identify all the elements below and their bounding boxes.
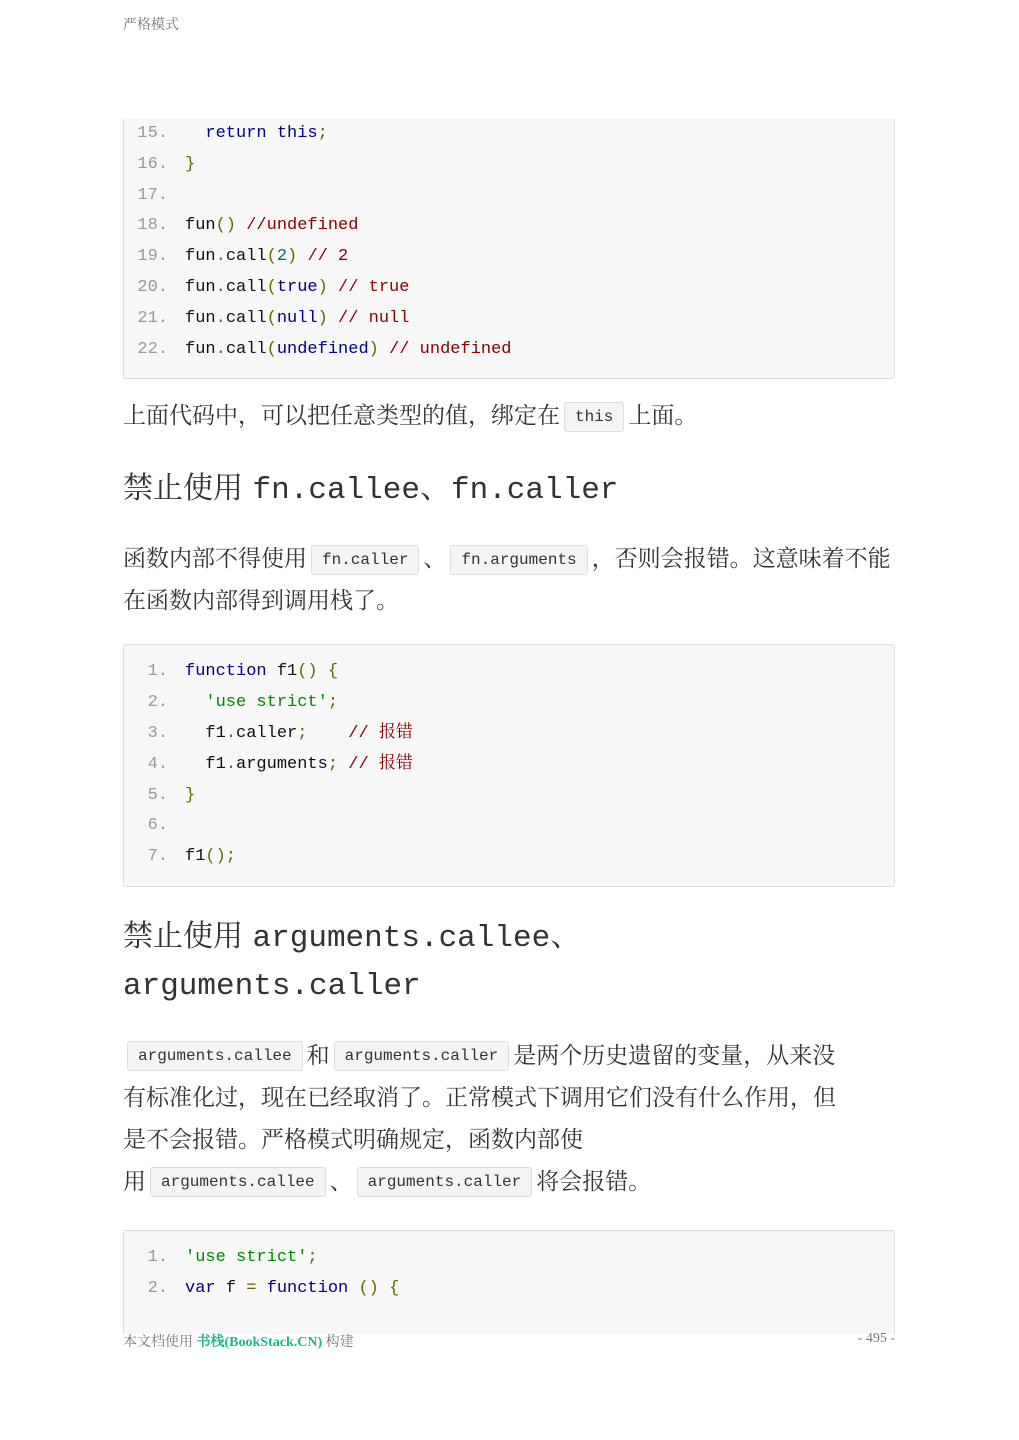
line-number: 3.: [147, 723, 168, 743]
code-token: // 2: [307, 247, 349, 267]
line-number: 2.: [147, 1278, 168, 1298]
code-line: [124, 750, 894, 781]
paragraph: [123, 395, 895, 437]
code-line: [124, 1243, 894, 1274]
footer-text: 构建: [325, 1335, 354, 1350]
code-token: (: [266, 247, 277, 267]
line-number: 2.: [147, 693, 168, 713]
paragraph-text: 、: [329, 1168, 353, 1195]
code-token: (: [266, 339, 277, 359]
code-token: (): [358, 1278, 379, 1298]
code-token: [185, 693, 205, 712]
code-token: [328, 278, 338, 297]
paragraph-line: [123, 1161, 895, 1203]
heading-text: 禁止使用: [123, 918, 243, 954]
code-line: [124, 181, 894, 212]
section-heading: [123, 466, 895, 514]
code-token: true: [276, 277, 318, 297]
code-line: [124, 1274, 894, 1305]
code-token: function: [185, 662, 267, 682]
code-token: // true: [338, 277, 410, 297]
code-token: }: [185, 785, 196, 805]
code-block: [123, 644, 895, 887]
code-token: [379, 1279, 389, 1298]
inline-code: fn.caller: [311, 545, 419, 575]
inline-code: arguments.caller: [357, 1167, 533, 1197]
code-block: [123, 119, 895, 379]
code-token: .: [215, 339, 226, 359]
paragraph-line: [123, 1035, 895, 1077]
code-token: ): [368, 339, 379, 359]
code-token: .: [215, 308, 226, 328]
code-token: call: [225, 247, 267, 267]
code-token: [338, 755, 348, 774]
inline-code: arguments.callee: [127, 1041, 303, 1071]
code-token: // 报错: [348, 754, 413, 774]
code-token: function: [266, 1278, 349, 1298]
code-token: [185, 124, 205, 143]
line-number: 1.: [147, 662, 168, 682]
code-token: .: [225, 754, 237, 774]
paragraph: [123, 1035, 895, 1203]
paragraph-line: 有标准化过，现在已经取消了。正常模式下调用它们没有什么作用，但: [123, 1084, 836, 1111]
code-block: [123, 1230, 895, 1334]
code-line: [124, 211, 894, 242]
inline-code: arguments.callee: [150, 1167, 326, 1197]
paragraph-text: 将会报错。: [536, 1168, 652, 1195]
code-token: [318, 662, 328, 681]
code-token: f1: [185, 754, 226, 774]
code-token: f: [215, 1278, 247, 1298]
code-token: (: [266, 308, 277, 328]
section-heading: [123, 914, 895, 1010]
paragraph-text: 和: [306, 1042, 330, 1069]
code-token: f1: [185, 723, 226, 743]
code-line: [124, 335, 894, 366]
code-token: fun: [185, 277, 216, 297]
code-token: [236, 216, 246, 235]
code-token: ;: [327, 754, 339, 774]
code-token: // 报错: [348, 723, 413, 743]
code-token: [379, 340, 389, 359]
running-head: 严格模式: [123, 17, 179, 33]
code-line: [124, 150, 894, 181]
code-token: fun: [185, 339, 216, 359]
paragraph-text: 上面代码中，可以把任意类型的值，绑定在: [123, 403, 560, 430]
code-token: fun: [185, 247, 216, 267]
code-token: ): [287, 247, 298, 267]
paragraph-line: 是不会报错。严格模式明确规定，函数内部使: [123, 1126, 583, 1153]
line-number: 22.: [137, 339, 168, 359]
code-token: {: [389, 1278, 400, 1298]
code-token: ): [317, 308, 328, 328]
paragraph-text: 上面。: [628, 403, 698, 430]
code-token: arguments: [236, 754, 328, 774]
code-token: null: [276, 308, 318, 328]
inline-code: this: [564, 402, 624, 432]
code-line: [124, 242, 894, 273]
code-token: ;: [317, 124, 328, 143]
line-number: 4.: [147, 754, 168, 774]
paragraph-text: 函数内部不得使用: [123, 546, 307, 573]
line-number: 16.: [137, 154, 168, 174]
heading-code: arguments.callee、: [252, 920, 582, 956]
code-token: // null: [338, 308, 410, 328]
footer-brand-link[interactable]: 书栈(BookStack.CN): [196, 1335, 323, 1350]
code-token: .: [225, 723, 237, 743]
inline-code: arguments.caller: [334, 1041, 510, 1071]
paragraph: [123, 538, 895, 622]
code-token: ;: [307, 1247, 318, 1267]
code-token: return: [205, 124, 267, 143]
code-token: fun: [185, 308, 216, 328]
code-line: [124, 719, 894, 750]
code-token: (: [266, 277, 277, 297]
line-number: 6.: [147, 816, 168, 836]
code-token: call: [225, 339, 267, 359]
code-token: .: [215, 247, 226, 267]
code-token: f1: [266, 662, 298, 682]
code-token: 'use strict': [205, 693, 328, 713]
page-content: [123, 121, 895, 1334]
paragraph-text: ，否则会报错。这意味着不能在函数内部得到调用栈了。: [123, 546, 891, 615]
code-token: ;: [297, 723, 308, 743]
code-line: [124, 842, 894, 873]
code-token: fun: [185, 216, 216, 236]
heading-code: fn.callee、fn.caller: [252, 473, 619, 509]
code-token: call: [225, 308, 267, 328]
code-token: ;: [327, 693, 339, 713]
code-line: [124, 811, 894, 842]
code-line: [124, 304, 894, 335]
footer-text: 本文档使用: [123, 1335, 193, 1350]
code-token: [348, 1279, 358, 1298]
code-line: [124, 119, 894, 150]
code-token: 2: [276, 247, 288, 267]
line-number: 19.: [137, 247, 168, 267]
code-token: call: [225, 277, 267, 297]
paragraph-text: 用: [123, 1168, 146, 1195]
line-number: 20.: [137, 277, 168, 297]
code-token: [328, 309, 338, 328]
code-token: .: [215, 277, 226, 297]
code-token: =: [246, 1278, 257, 1298]
line-number: 21.: [137, 308, 168, 328]
code-token: [267, 124, 277, 143]
code-token: //undefined: [246, 216, 359, 236]
code-token: f1: [185, 847, 206, 867]
page-number: - 495 -: [857, 1331, 895, 1346]
code-token: 'use strict': [185, 1247, 308, 1267]
code-line: [124, 688, 894, 719]
line-number: 15.: [137, 124, 168, 143]
code-token: var: [185, 1278, 216, 1298]
code-token: [297, 247, 307, 266]
code-token: }: [185, 154, 196, 174]
code-token: {: [327, 662, 339, 682]
code-token: // undefined: [389, 339, 512, 359]
paragraph-text: 、: [423, 546, 447, 573]
footer-credit: [123, 1331, 354, 1351]
line-number: 17.: [137, 185, 168, 205]
code-token: ();: [205, 847, 237, 867]
code-line: [124, 781, 894, 812]
code-line: [124, 273, 894, 304]
code-token: [307, 724, 348, 743]
code-token: this: [276, 124, 318, 143]
paragraph-text: 是两个历史遗留的变量，从来没: [513, 1042, 836, 1069]
code-token: ): [317, 277, 328, 297]
code-line: [124, 657, 894, 688]
code-token: caller: [236, 723, 298, 743]
line-number: 18.: [137, 216, 168, 236]
line-number: 7.: [147, 847, 168, 867]
inline-code: fn.arguments: [450, 545, 587, 575]
code-token: [256, 1279, 266, 1298]
heading-text: 禁止使用: [123, 471, 243, 507]
line-number: 1.: [147, 1247, 168, 1267]
code-token: (): [297, 662, 318, 682]
line-number: 5.: [147, 785, 168, 805]
heading-code: arguments.caller: [123, 968, 421, 1004]
code-token: undefined: [276, 339, 369, 359]
code-token: (): [215, 216, 237, 236]
